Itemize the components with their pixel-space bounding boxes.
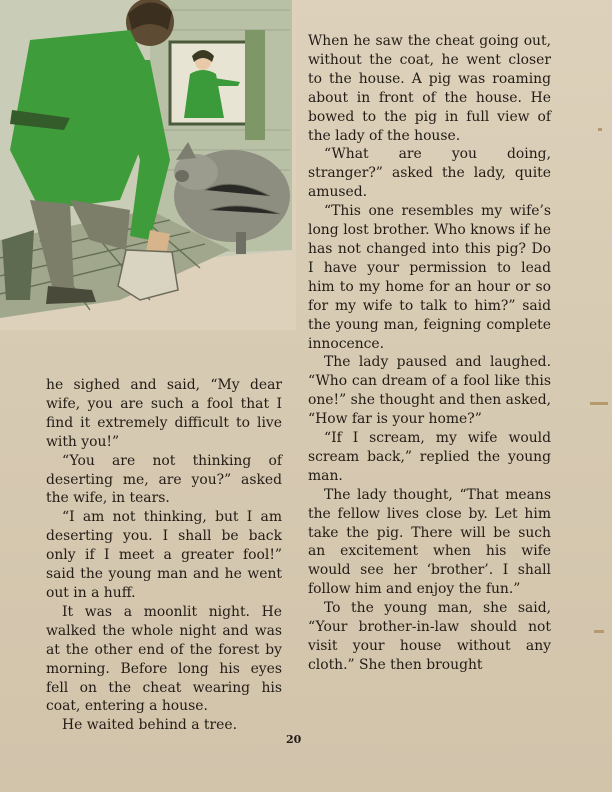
paragraph: To the young man, she said, “Your brother-in-law should not visit your house without any cloth.” She then brought	[308, 600, 551, 673]
paragraph: “What are you doing, stranger?” asked the lady, quite amused.	[308, 146, 551, 201]
paragraph: The lady paused and laughed. “Who can dream of a fool like this one!” she thought and then asked, “How far is your home?”	[308, 354, 552, 428]
paper-mark	[594, 630, 604, 633]
paragraph: “You are not thinking of deserting me, are you?” asked the wife, in tears.	[46, 452, 282, 507]
paragraph: “I am not thinking, but I am deserting you. I shall be back only if I meet a greater fool!” said the young man and he went out in a huff.	[46, 509, 282, 601]
left-text-column	[46, 376, 282, 735]
right-text-column	[308, 32, 551, 675]
paragraph: He waited behind a tree.	[62, 717, 238, 734]
paragraph: “This one resembles my wife’s long lost brother. Who knows if he has not changed into this pig? Do I have your permission to lead him to my home for an hour or so for my wife to talk to him?” said the young man, feigning complete innocence.	[308, 203, 551, 352]
paragraph: “If I scream, my wife would scream back,” replied the young man.	[308, 430, 551, 484]
story-illustration	[0, 0, 296, 330]
page-number: 20	[286, 733, 302, 746]
paragraph: When he saw the cheat going out, without the coat, he went closer to the house. A pig was roaming about in front of the house. He bowed to the pig in full view of the lady of the house.	[308, 33, 551, 144]
paper-mark	[590, 402, 608, 405]
paper-mark	[598, 128, 602, 131]
paragraph: The lady thought, “That means the fellow lives close by. Let him take the pig. There will be such an excitement when his wife would see her ‘brother’. I shall follow him and enjoy the fun.”	[308, 486, 551, 598]
paragraph: It was a moonlit night. He walked the whole night and was at the other end of the forest by morning. Before long his eyes fell on the cheat wearing his coat, entering a house.	[46, 603, 282, 715]
paragraph: he sighed and said, “My dear wife, you are such a fool that I find it extremely difficult to live with you!”	[46, 377, 282, 450]
